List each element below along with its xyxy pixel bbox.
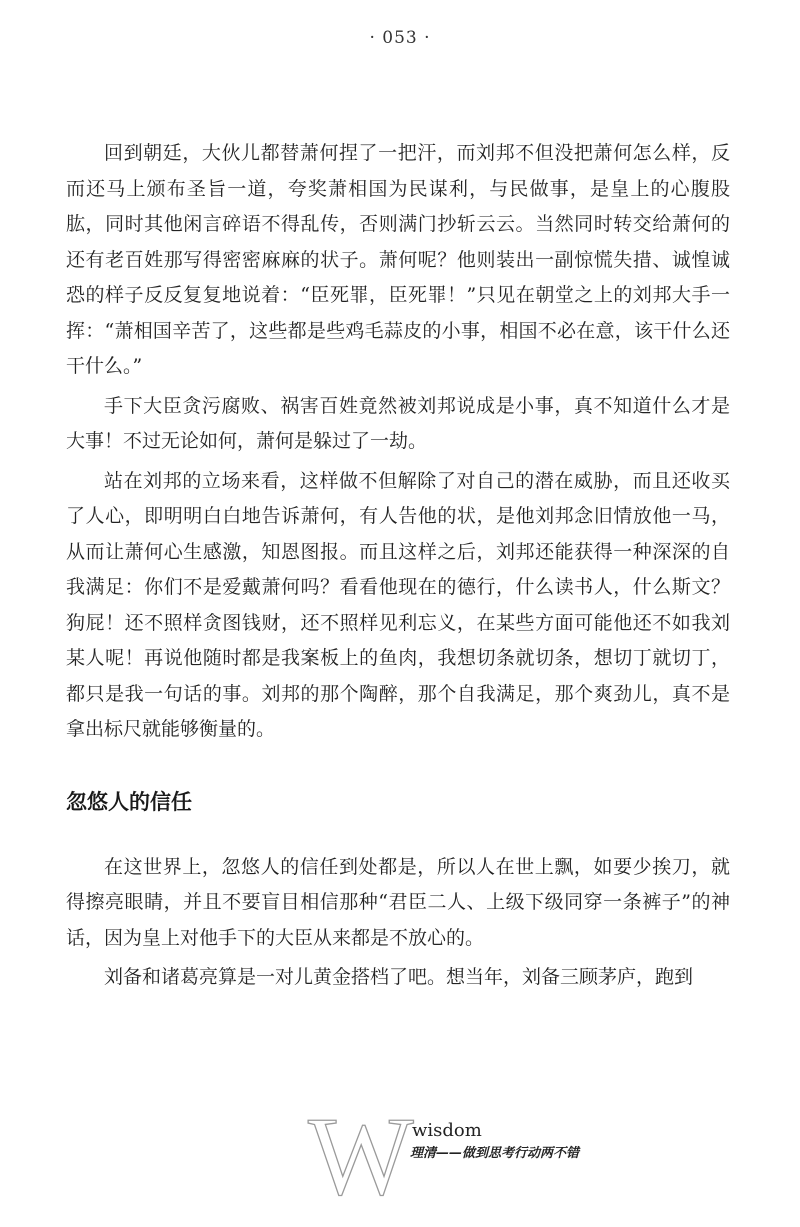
page-number: · 053 · bbox=[369, 28, 431, 48]
section-heading: 忽悠人的信任 bbox=[66, 789, 192, 814]
body-paragraph-2: 手下大臣贪污腐败、祸害百姓竟然被刘邦说成是小事，真不知道什么才是大事！不过无论如何，萧何是躲过了一劫。 bbox=[66, 394, 730, 452]
footer-tagline: 理清——做到思考行动两不错 bbox=[410, 1146, 580, 1161]
body-paragraph-1: 回到朝廷，大伙儿都替萧何捏了一把汗，而刘邦不但没把萧何怎么样，反而还马上颁布圣旨一道，夸奖萧相国为民谋利，与民做事，是皇上的心腹股肱，同时其他闲言碎语不得乱传，否则满门抄斩云云。当然同时转交给萧何的还有老百姓那写得密密麻麻的状子。萧何呢？他则装出一副惊慌失措、诚惶诚恐的样子反反复复地说着：“臣死罪，臣死罪！”只见在朝堂之上的刘邦大手一挥：“萧相国辛苦了，这些都是些鸡毛蒜皮的小事，相国不必在意，该干什么还干什么。” bbox=[66, 142, 730, 377]
w-logo-letter: W bbox=[308, 1102, 414, 1202]
body-paragraph-4: 在这世界上，忽悠人的信任到处都是，所以人在世上飘，如要少挨刀，就得擦亮眼睛，并且不要盲目相信那种“君臣二人、上级下级同穿一条裤子”的神话，因为皇上对他手下的大臣从来都是不放心的。 bbox=[66, 855, 730, 949]
page-body bbox=[66, 136, 730, 1000]
body-paragraph-3: 站在刘邦的立场来看，这样做不但解除了对自己的潜在威胁，而且还收买了人心，即明明白白地告诉萧何，有人告他的状，是他刘邦念旧情放他一马，从而让萧何心生感激，知恩图报。而且这样之后，刘邦还能获得一种深深的自我满足：你们不是爱戴萧何吗？看看他现在的德行，什么读书人，什么斯文？狗屁！还不照样贪图钱财，还不照样见利忘义，在某些方面可能他还不如我刘某人呢！再说他随时都是我案板上的鱼肉，我想切条就切条，想切丁就切丁，都只是我一句话的事。刘邦的那个陶醉，那个自我满足，那个爽劲儿，真不是拿出标尺就能够衡量的。 bbox=[66, 469, 730, 740]
body-paragraph-5: 刘备和诸葛亮算是一对儿黄金搭档了吧。想当年，刘备三顾茅庐，跑到 bbox=[104, 966, 694, 988]
footer-word: wisdom bbox=[412, 1120, 482, 1141]
footer-logo bbox=[306, 1102, 636, 1202]
